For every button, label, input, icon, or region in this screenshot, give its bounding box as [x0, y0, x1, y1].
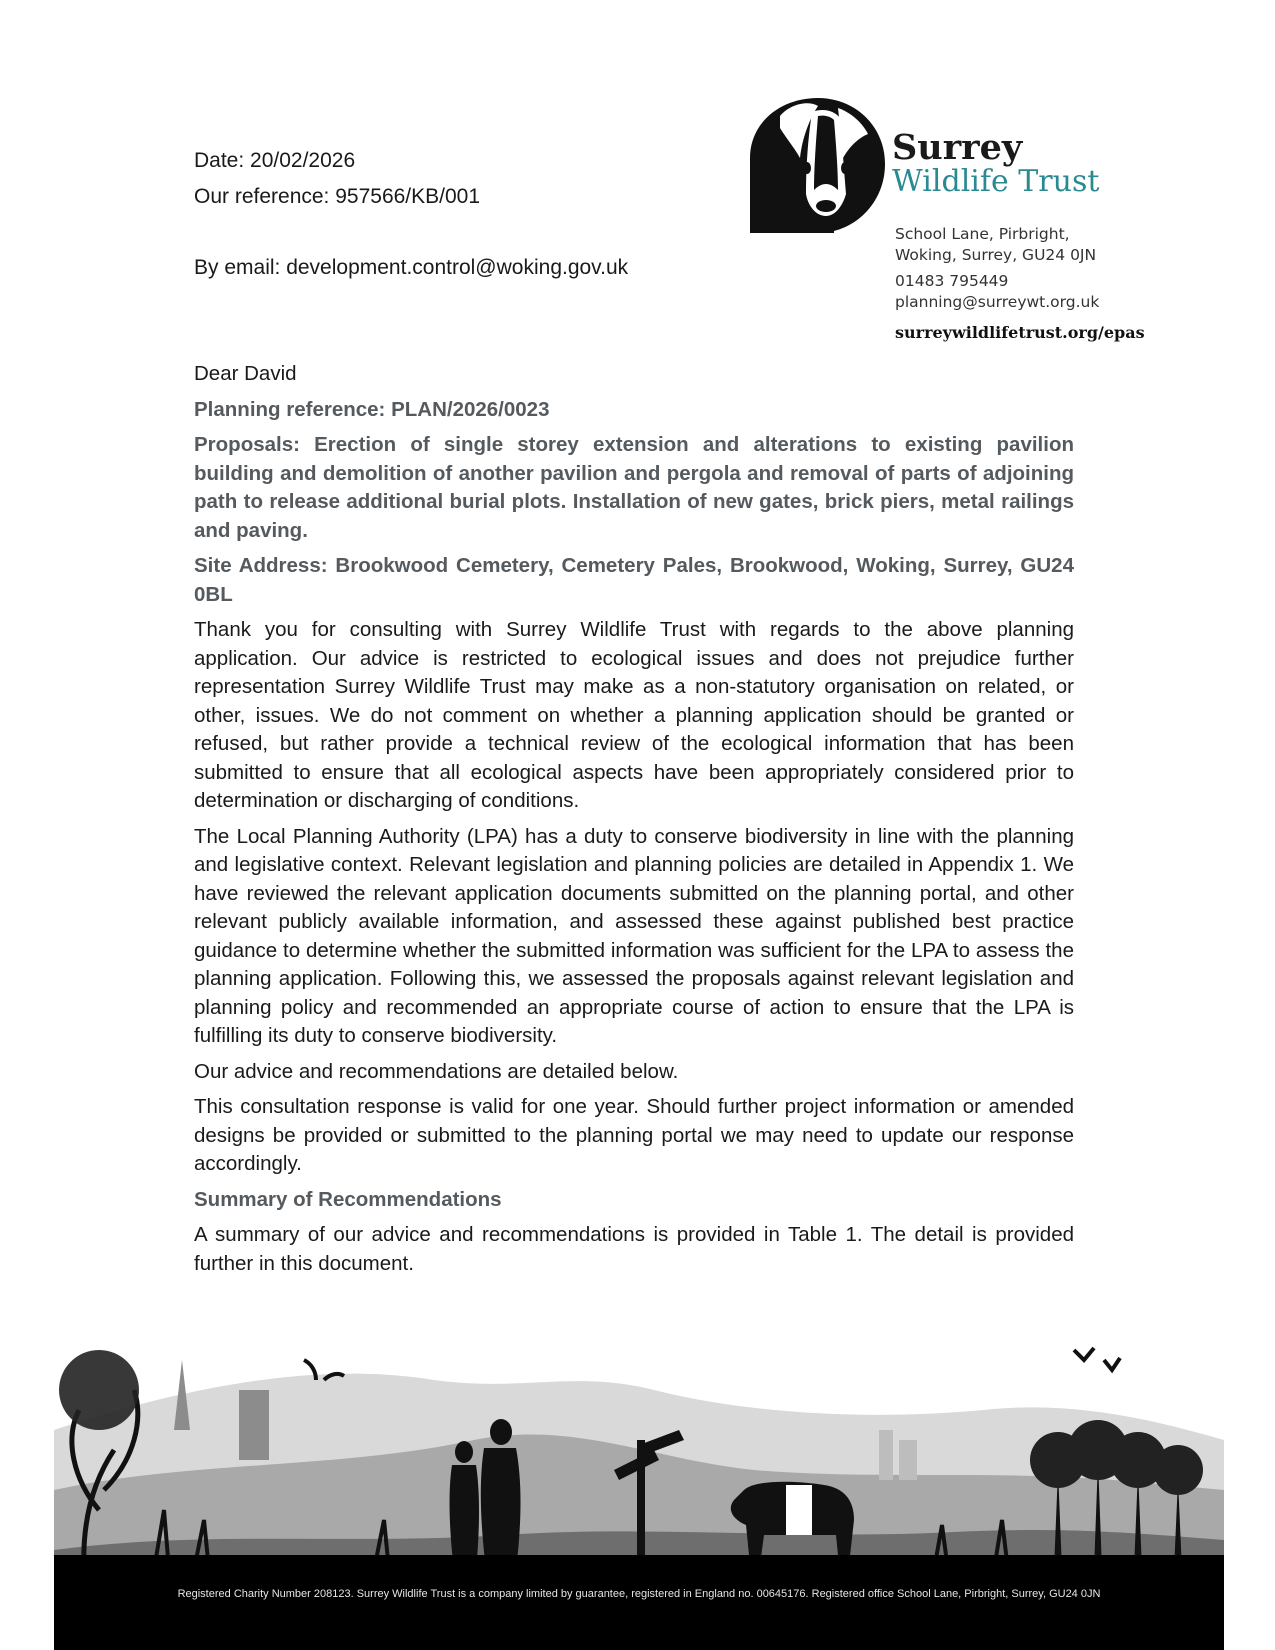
- paragraph-advice: Our advice and recommendations are detailed below.: [194, 1059, 679, 1083]
- letter-date: Date: 20/02/2026: [194, 149, 356, 172]
- paragraph-validity: This consultation response is valid for one year. Should further project information or amended designs be provided or submitted to the planning portal we may need to update our response accordingly.: [194, 1095, 1074, 1175]
- badger-logo-icon: [750, 98, 885, 233]
- paragraph-lpa-duty: The Local Planning Authority (LPA) has a duty to conserve biodiversity in line with the planning and legislative context. Relevant legislation and planning policies are detailed in Appendix 1. We have reviewed the relevant application documents submitted on the planning portal, and other relevant publicly available information, and assessed these against published best practice guidance to determine whether the submitted information was sufficient for the LPA to assess the planning application. Following this, we assessed the proposals against relevant legislation and planning policy and recommended an appropriate course of action to ensure that the LPA is fulfilling its duty to conserve biodiversity.: [194, 824, 1074, 1047]
- footer-registration: Registered Charity Number 208123. Surrey Wildlife Trust is a company limited by guarantee, registered in England no. 00645176. Registered office School Lane, Pirbright, Surrey, GU24 0JN: [177, 1588, 1101, 1600]
- org-contact-email: planning@surreywt.org.uk: [895, 293, 1100, 311]
- recipient-email: By email: development.control@woking.gov.uk: [194, 256, 629, 279]
- proposals: Proposals: Erection of single storey extension and alterations to existing pavilion building and demolition of another pavilion and pergola and removal of parts of adjoining path to release additional burial plots. Installation of new gates, brick piers, metal railings and paving.: [194, 433, 1074, 542]
- salutation: Dear David: [194, 362, 297, 385]
- planning-reference: Planning reference: PLAN/2026/0023: [194, 397, 550, 421]
- org-address-line1: School Lane, Pirbright,: [895, 225, 1070, 243]
- org-phone: 01483 795449: [895, 272, 1009, 290]
- footer-band: [54, 1555, 1224, 1650]
- paragraph-summary: A summary of our advice and recommendations is provided in Table 1. The detail is provided further in this document.: [194, 1223, 1074, 1275]
- our-reference: Our reference: 957566/KB/001: [194, 185, 481, 208]
- org-website: surreywildlifetrust.org/epas: [895, 323, 1145, 342]
- org-name: Surrey: [892, 127, 1023, 168]
- summary-heading: Summary of Recommendations: [194, 1187, 502, 1211]
- site-address: Site Address: Brookwood Cemetery, Cemetery Pales, Brookwood, Woking, Surrey, GU24 0BL: [194, 554, 1074, 606]
- paragraph-intro: Thank you for consulting with Surrey Wildlife Trust with regards to the above planning application. Our advice is restricted to ecological issues and does not prejudice further representation Surrey Wildlife Trust may make as a non-statutory organisation on related, or other, issues. We do not comment on whether a planning application should be granted or refused, but rather provide a technical review of the ecological information that has been submitted to ensure that all ecological aspects have been appropriately considered prior to determination or discharging of conditions.: [194, 618, 1074, 812]
- org-name-secondary: Wildlife Trust: [892, 164, 1100, 199]
- org-address-line2: Woking, Surrey, GU24 0JN: [895, 246, 1097, 264]
- letter-body: [194, 360, 1074, 1285]
